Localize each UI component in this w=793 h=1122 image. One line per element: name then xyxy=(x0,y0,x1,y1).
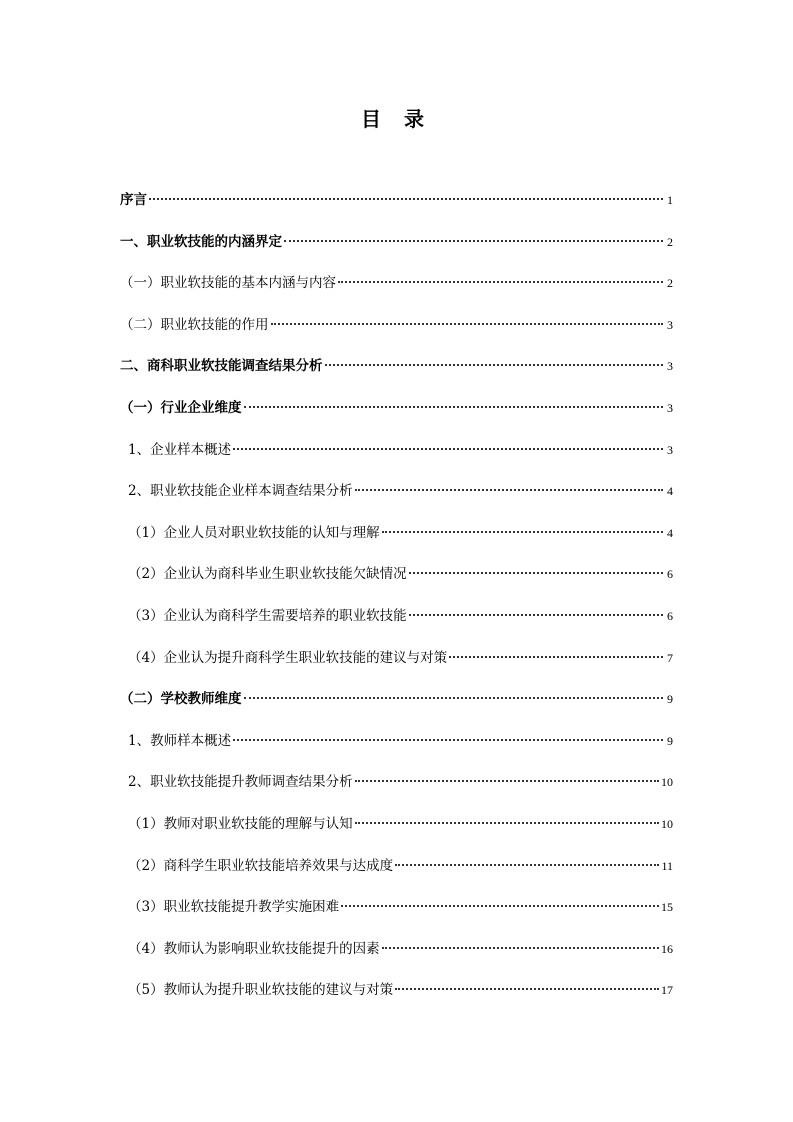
toc-entry-label: 二、商科职业软技能调查结果分析 xyxy=(120,358,323,375)
toc-dot-leader xyxy=(341,905,659,907)
toc-entry-label: 1、企业样本概述 xyxy=(128,441,232,458)
toc-title: 目 录 xyxy=(361,107,432,131)
toc-dot-leader xyxy=(382,531,663,533)
toc-dot-leader xyxy=(355,822,659,824)
toc-dot-leader xyxy=(409,572,663,574)
toc-entry-label: 一、职业软技能的内涵界定 xyxy=(120,233,282,250)
toc-entry-page-number: 16 xyxy=(661,941,673,956)
toc-entry[interactable] xyxy=(120,354,673,396)
toc-dot-leader xyxy=(355,489,663,491)
toc-entry-label: （3）企业认为商科学生需要培养的职业软技能 xyxy=(128,607,407,624)
toc-dot-leader xyxy=(355,780,659,782)
toc-dot-leader xyxy=(244,406,664,408)
toc-entry-page-number: 6 xyxy=(667,567,673,582)
toc-entry-page-number: 4 xyxy=(667,484,673,499)
toc-dot-leader xyxy=(149,198,663,200)
toc-entry-page-number: 1 xyxy=(667,193,673,207)
toc-dot-leader xyxy=(449,656,663,658)
toc-entry-page-number: 7 xyxy=(667,650,673,665)
toc-entry[interactable] xyxy=(120,271,673,313)
toc-entry-label: （2）商科学生职业软技能培养效果与达成度 xyxy=(128,857,394,874)
toc-dot-leader xyxy=(244,697,664,699)
toc-dot-leader xyxy=(382,947,659,949)
toc-entry[interactable] xyxy=(120,188,673,230)
toc-entry-page-number: 15 xyxy=(661,900,673,915)
toc-entry[interactable] xyxy=(120,812,673,854)
toc-entry-page-number: 10 xyxy=(661,816,673,831)
toc-entry[interactable] xyxy=(120,729,673,771)
toc-entry-page-number: 3 xyxy=(667,442,673,457)
toc-entry-label: （一）职业软技能的基本内涵与内容 xyxy=(120,275,336,292)
toc-entry-label: （5）教师认为提升职业软技能的建议与对策 xyxy=(128,982,394,999)
toc-entry-label: 1、教师样本概述 xyxy=(128,732,232,749)
toc-entry-page-number: 3 xyxy=(667,317,673,332)
toc-entry-label: （4）企业认为提升商科学生职业软技能的建议与对策 xyxy=(128,649,448,666)
toc-entry-label: （一）行业企业维度 xyxy=(120,399,242,416)
toc-entry-label: （1）企业人员对职业软技能的认知与理解 xyxy=(128,524,380,541)
toc-dot-leader xyxy=(325,364,664,366)
toc-entry-label: （二）学校教师维度 xyxy=(120,691,242,708)
toc-entry[interactable] xyxy=(120,396,673,438)
toc-entry-page-number: 9 xyxy=(667,733,673,748)
toc-entry-label: 序言 xyxy=(120,192,147,208)
toc-entry[interactable] xyxy=(120,937,673,979)
toc-entry[interactable] xyxy=(120,230,673,272)
toc-entry-label: （3）职业软技能提升教学实施困难 xyxy=(128,899,340,916)
toc-entry-label: （二）职业软技能的作用 xyxy=(120,316,269,333)
toc-entry-page-number: 10 xyxy=(661,775,673,790)
toc-entry-label: （2）企业认为商科毕业生职业软技能欠缺情况 xyxy=(128,566,407,583)
toc-entry-label: 2、职业软技能企业样本调查结果分析 xyxy=(128,483,353,500)
toc-entry-page-number: 4 xyxy=(667,525,673,540)
toc-entry-label: （4）教师认为影响职业软技能提升的因素 xyxy=(128,940,380,957)
toc-entry-page-number: 9 xyxy=(667,692,673,707)
toc-entry[interactable] xyxy=(120,521,673,563)
toc-entry-page-number: 3 xyxy=(667,400,673,415)
toc-dot-leader xyxy=(233,448,663,450)
toc-dot-leader xyxy=(409,614,663,616)
toc-entry[interactable] xyxy=(120,687,673,729)
toc-entry[interactable] xyxy=(120,562,673,604)
toc-entry[interactable] xyxy=(120,854,673,896)
toc-entry-page-number: 2 xyxy=(667,234,673,249)
toc-entry-page-number: 3 xyxy=(667,359,673,374)
toc-dot-leader xyxy=(395,988,659,990)
toc-dot-leader xyxy=(284,240,663,242)
toc-dot-leader xyxy=(338,281,663,283)
toc-entry[interactable] xyxy=(120,604,673,646)
toc-entry-page-number: 2 xyxy=(667,276,673,291)
table-of-contents xyxy=(120,188,673,1020)
toc-entry-page-number: 11 xyxy=(661,858,673,873)
toc-entry-page-number: 17 xyxy=(661,983,673,998)
toc-dot-leader xyxy=(271,323,664,325)
toc-dot-leader xyxy=(233,739,663,741)
toc-entry[interactable] xyxy=(120,978,673,1020)
toc-entry[interactable] xyxy=(120,770,673,812)
toc-entry-label: （1）教师对职业软技能的理解与认知 xyxy=(128,815,353,832)
toc-entry[interactable] xyxy=(120,438,673,480)
toc-entry-label: 2、职业软技能提升教师调查结果分析 xyxy=(128,774,353,791)
toc-entry[interactable] xyxy=(120,646,673,688)
toc-entry[interactable] xyxy=(120,895,673,937)
toc-entry[interactable] xyxy=(120,313,673,355)
toc-dot-leader xyxy=(395,864,659,866)
toc-entry-page-number: 6 xyxy=(667,608,673,623)
toc-entry[interactable] xyxy=(120,479,673,521)
